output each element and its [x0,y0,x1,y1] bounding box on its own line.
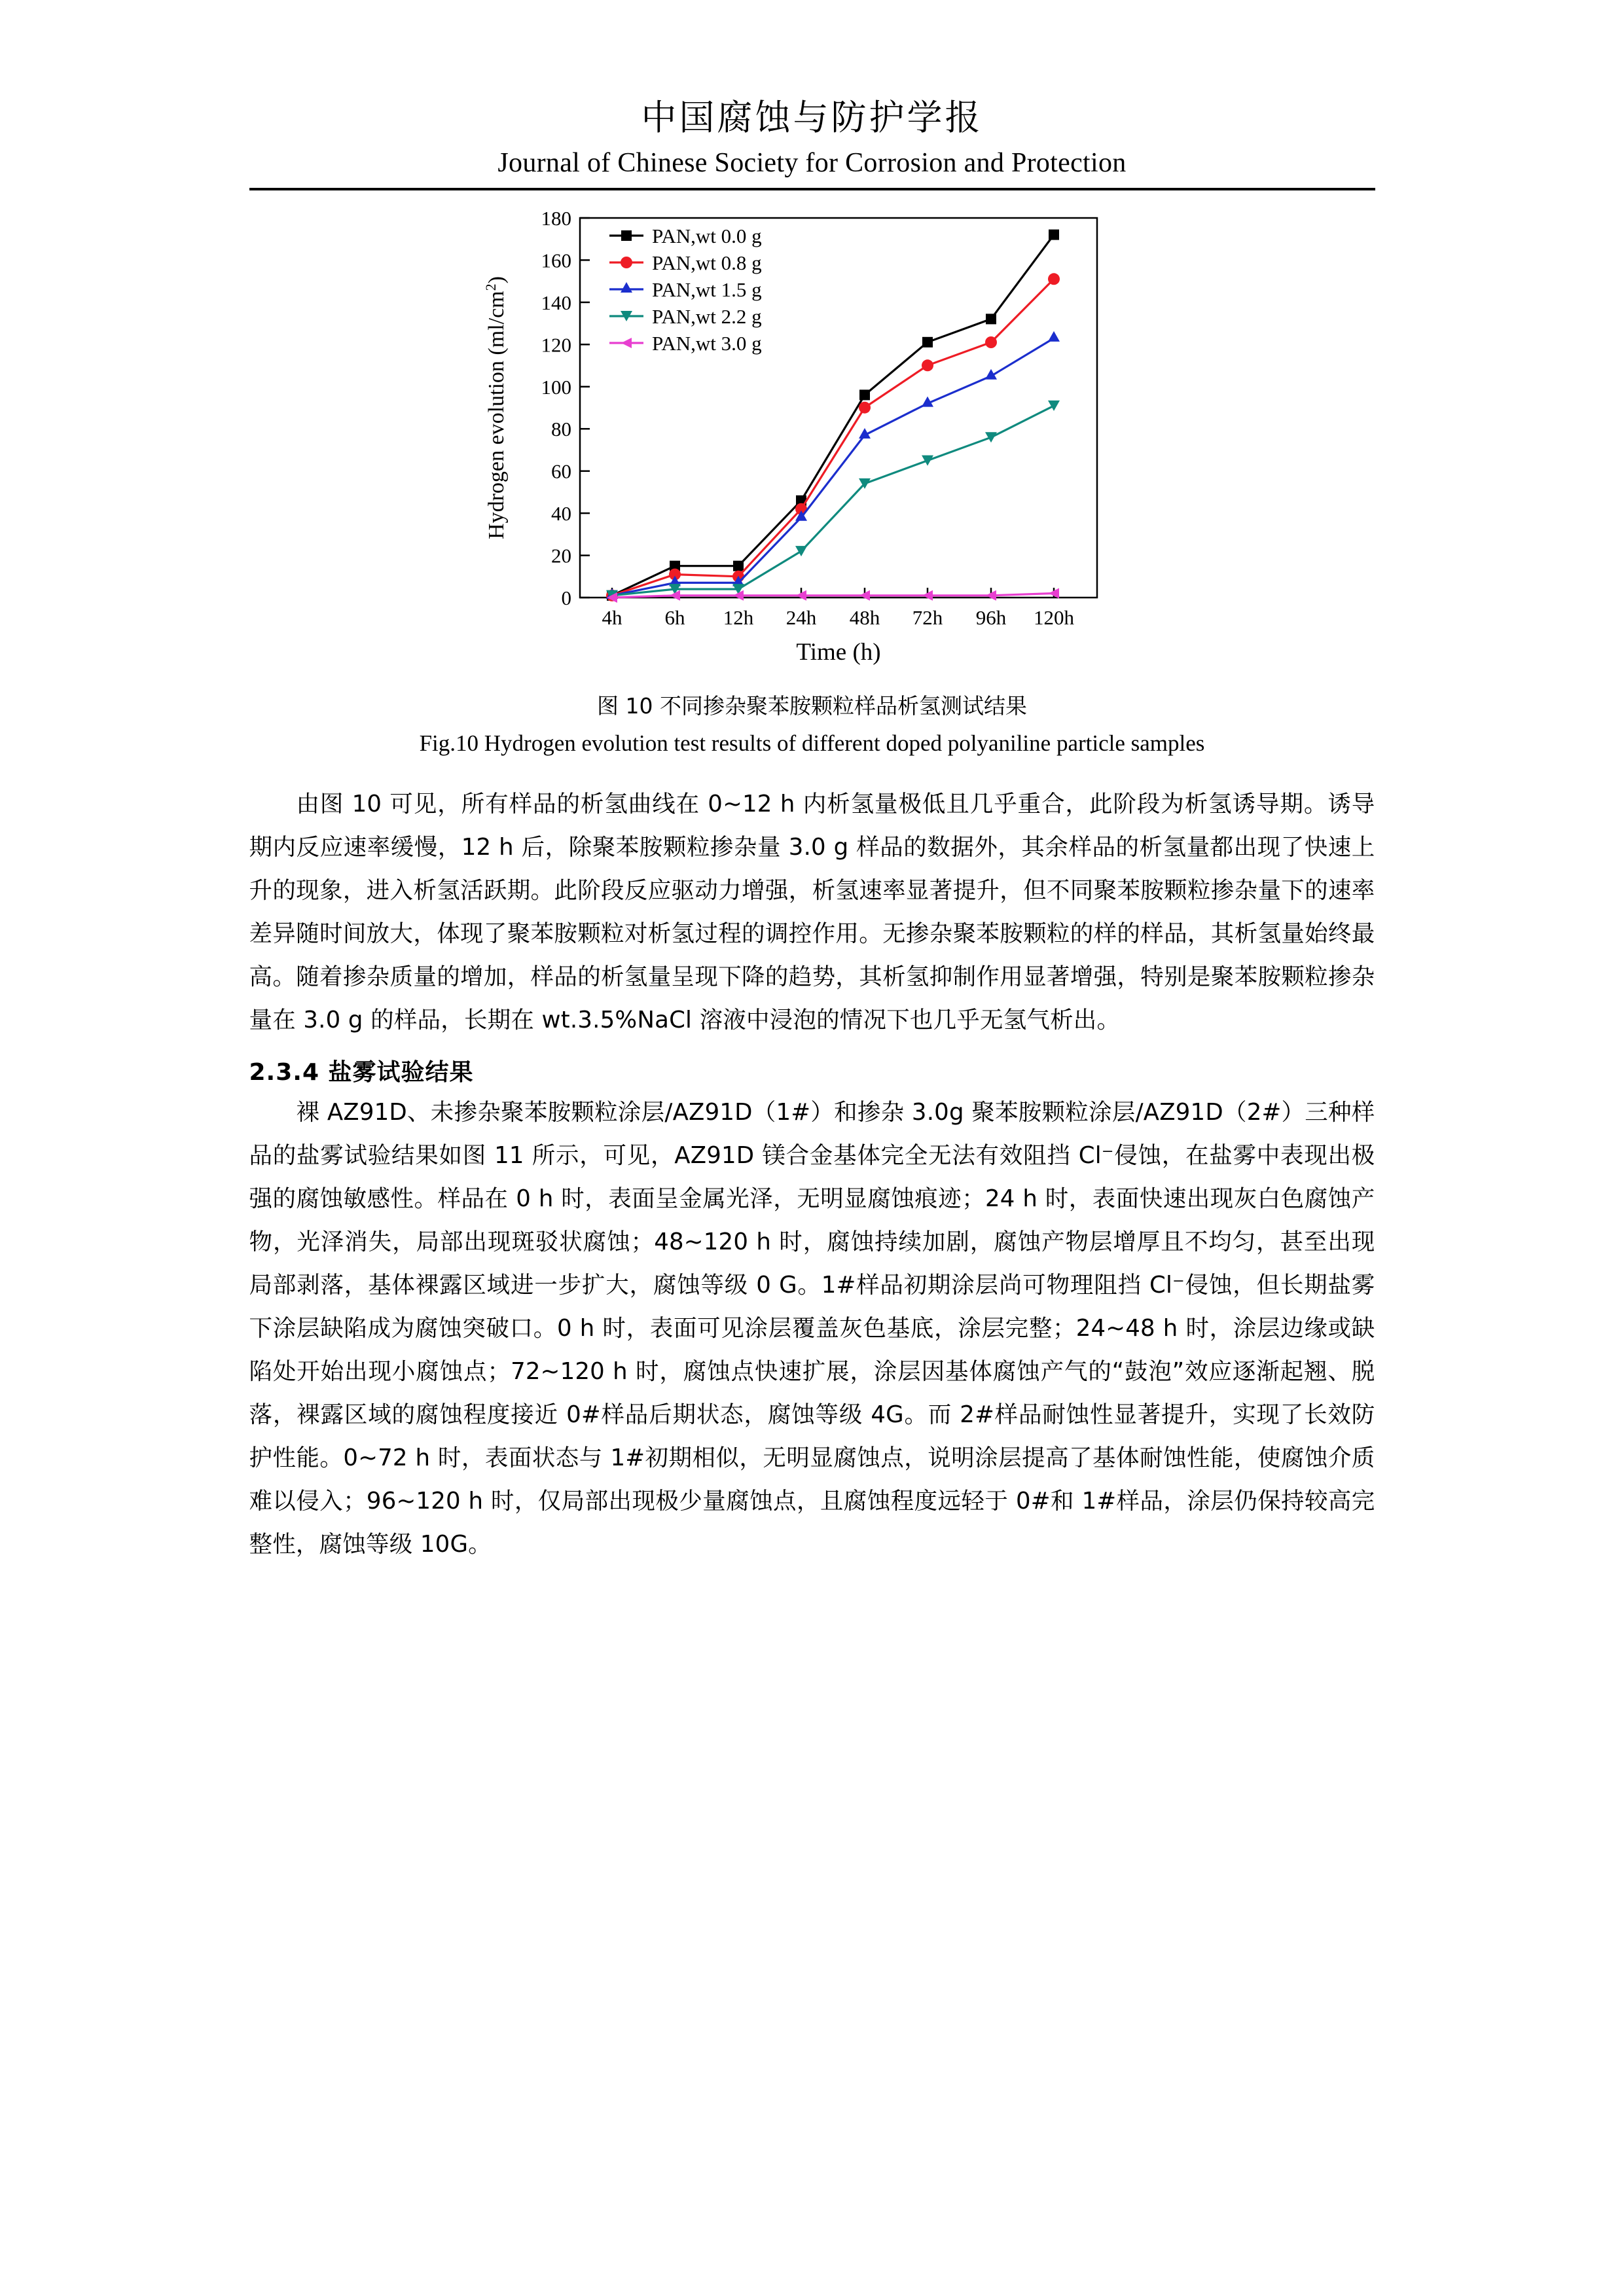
body-content [249,757,1375,1566]
svg-text:72h: 72h [912,606,943,630]
svg-text:100: 100 [541,376,571,399]
svg-text:120h: 120h [1033,606,1074,630]
svg-text:PAN,wt 1.5 g: PAN,wt 1.5 g [651,278,762,302]
y-axis-label: Hydrogen evolution $(ml/cm^2)$ [482,276,509,540]
figure-caption-en: Fig.10 Hydrogen evolution test results of different doped polyaniline particle samples [419,730,1205,757]
svg-text:48h: 48h [849,606,880,630]
svg-text:80: 80 [550,418,571,441]
journal-title-cn: 中国腐蚀与防护学报 [641,97,983,138]
svg-text:PAN,wt 0.0 g: PAN,wt 0.0 g [651,224,762,248]
svg-text:120: 120 [541,333,571,357]
journal-title-en: Journal of Chinese Society for Corrosion and Protection [497,148,1127,179]
svg-text:40: 40 [550,502,571,526]
section-heading-2-3-4: 2.3.4 盐雾试验结果 [249,1059,474,1086]
figure-10 [0,205,1624,683]
paragraph-1: 由图 10 可见，所有样品的析氢曲线在 0~12 h 内析氢量极低且几乎重合，此阶段为析氢诱导期。诱导期内反应速率缓慢，12 h 后，除聚苯胺颗粒掺杂量 3.0 g 样品的数据外，其余样品的析氢量都出现了快速上升的现象，进入析氢活跃期。此阶段反应驱动力增强，析氢速率显著提升，但不同聚苯胺颗粒掺杂量下的速率差异随时间放大，体现了聚苯胺颗粒对析氢过程的调控作用。无掺杂聚苯胺颗粒的样的样品，其析氢量始终最高。随着掺杂质量的增加，样品的析氢量呈现下降的趋势，其析氢抑制作用显著增强，特别是聚苯胺颗粒掺杂量在 3.0 g 的样品，长期在 wt.3.5%NaCl 溶液中浸泡的情况下也几乎无氢气析出。 [249,791,1375,1034]
svg-text:PAN,wt 0.8 g: PAN,wt 0.8 g [651,251,762,275]
paragraph-2: 裸 AZ91D、未掺杂聚苯胺颗粒涂层/AZ91D（1#）和掺杂 3.0g 聚苯胺颗粒涂层/AZ91D（2#）三种样品的盐雾试验结果如图 11 所示，可见，AZ91D 镁合金基体完全无法有效阻挡 Cl⁻侵蚀，在盐雾中表现出极强的腐蚀敏感性。样品在 0 h 时，表面呈金属光泽，无明显腐蚀痕迹；24 h 时，表面快速出现灰白色腐蚀产物，光泽消失，局部出现斑驳状腐蚀；48~120 h 时，腐蚀持续加剧，腐蚀产物层增厚且不均匀，甚至出现局部剥落，基体裸露区域进一步扩大，腐蚀等级 0 G。1#样品初期涂层尚可物理阻挡 Cl⁻侵蚀，但长期盐雾下涂层缺陷成为腐蚀突破口。0 h 时，表面可见涂层覆盖灰色基底，涂层完整；24~48 h 时，涂层边缘或缺陷处开始出现小腐蚀点；72~120 h 时，腐蚀点快速扩展，涂层因基体腐蚀产气的“鼓泡”效应逐渐起翘、脱落，裸露区域的腐蚀程度接近 0#样品后期状态，腐蚀等级 4G。而 2#样品耐蚀性显著提升，实现了长效防护性能。0~72 h 时，表面状态与 1#初期相似，无明显腐蚀点，说明涂层提高了基体耐蚀性能，使腐蚀介质难以侵入；96~120 h 时，仅局部出现极少量腐蚀点，且腐蚀程度远轻于 0#和 1#样品，涂层仍保持较高完整性，腐蚀等级 10G。 [249,1099,1375,1558]
svg-text:24h: 24h [785,606,816,630]
svg-text:12h: 12h [723,606,753,630]
header-divider [249,188,1375,190]
figure-caption-cn: 图 10 不同掺杂聚苯胺颗粒样品析氢测试结果 [597,693,1027,719]
hydrogen-evolution-chart [452,205,1172,683]
svg-text:20: 20 [550,544,571,567]
svg-text:PAN,wt 3.0 g: PAN,wt 3.0 g [651,332,762,355]
svg-text:PAN,wt 2.2 g: PAN,wt 2.2 g [651,305,762,329]
svg-text:180: 180 [541,207,571,230]
svg-text:6h: 6h [664,606,685,630]
svg-text:0: 0 [561,586,571,610]
svg-text:140: 140 [541,291,571,315]
svg-text:60: 60 [550,460,571,484]
page-header [0,0,1624,190]
x-axis-label: Time (h) [795,639,881,666]
svg-text:160: 160 [541,249,571,272]
svg-text:4h: 4h [602,606,622,630]
svg-text:96h: 96h [975,606,1006,630]
